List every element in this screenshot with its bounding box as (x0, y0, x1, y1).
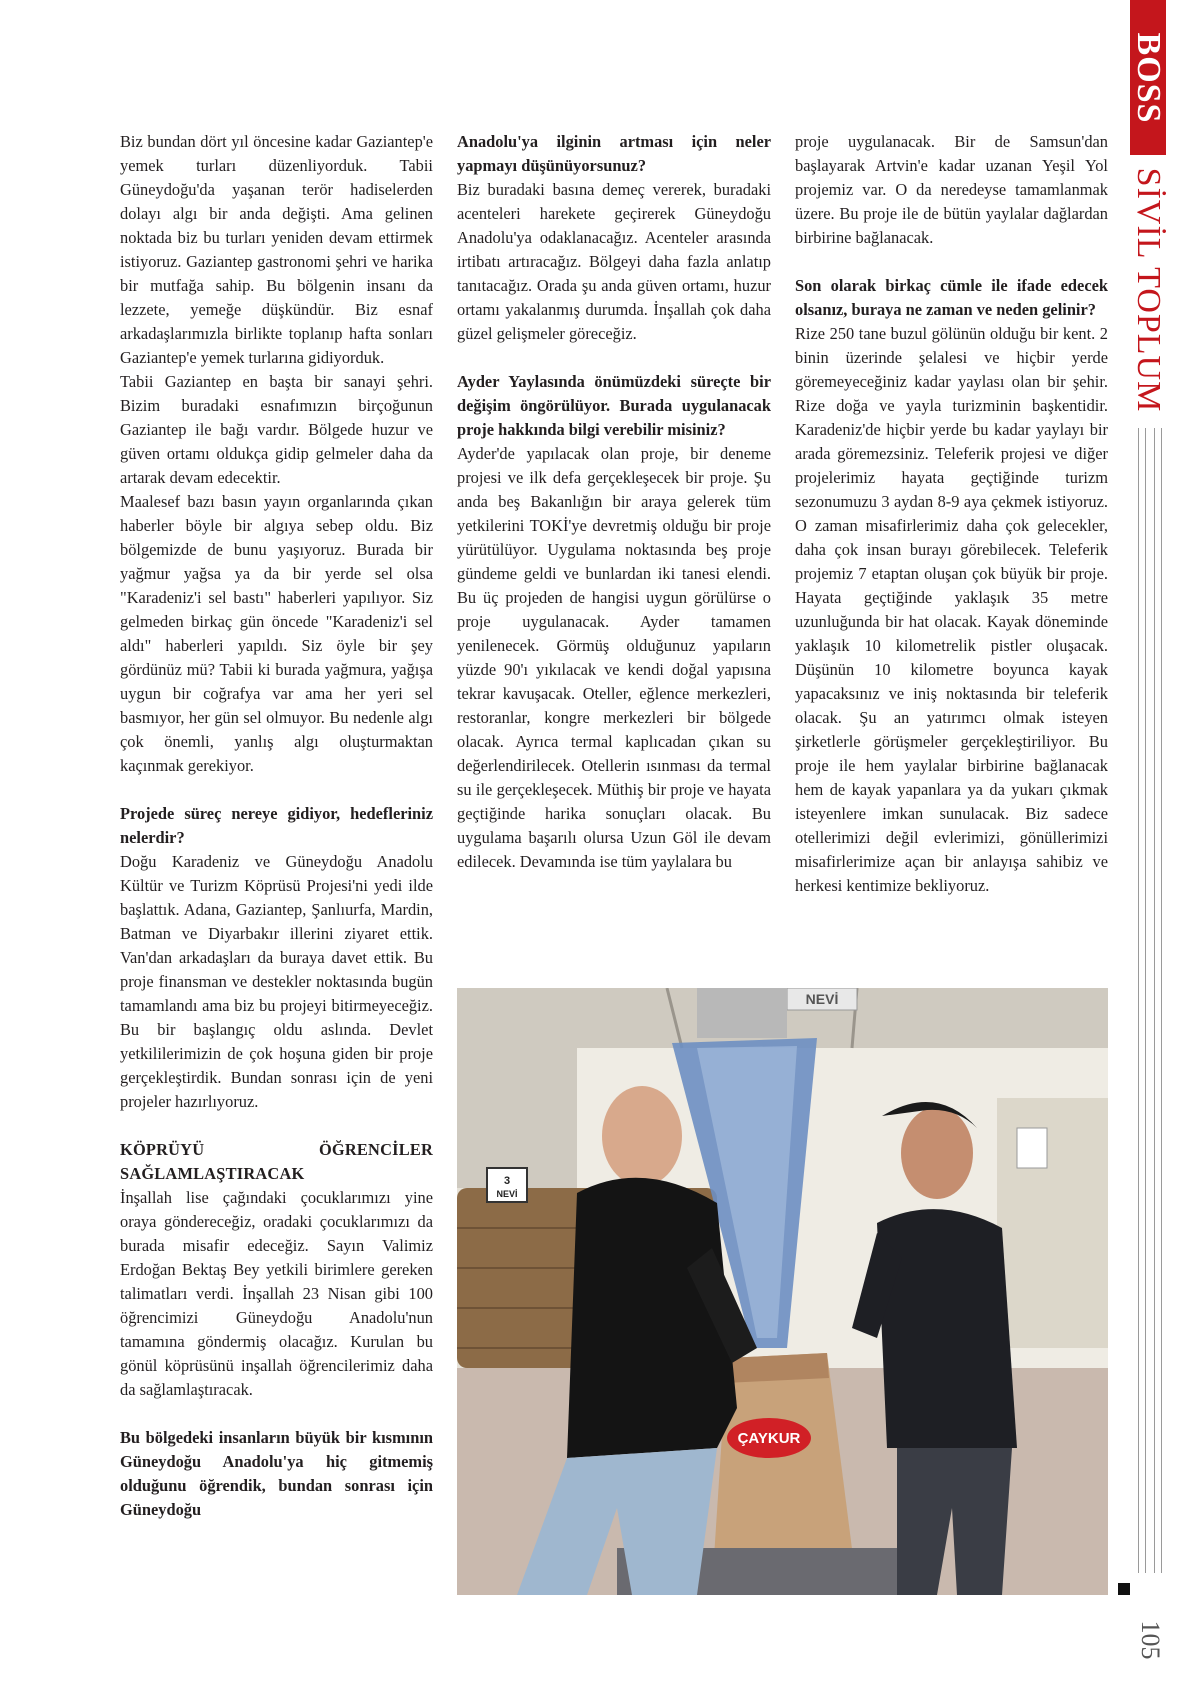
interview-question: Projede süreç nereye gidiyor, hedefleriniz nelerdir? (120, 804, 433, 847)
end-square-icon (1118, 1583, 1130, 1595)
magazine-logo: BOSS (1130, 32, 1167, 124)
interview-answer: Ayder'de yapılacak olan proje, bir deneme projesi ve ilk defa gerçekleşecek bir proje. Şu anda beş Bakanlığın bir araya gelerek tüm yetkilerini TOKİ'ye devretmiş olduğu bir proje yürütülüyor. Uygulama noktasında beş proje gündeme geldi ve bunlardan iki tanesi elendi. Bu üç projeden de hangisi uygun görülürse o proje uygulanacak. Ayder tamamen yenilenecek. Görmüş olduğunuz yapıların yüzde 90'ı yıkılacak ve kendi doğal yapısına tekrar kavuşacak. Oteller, eğlence merkezleri, restoranlar, kongre merkezleri bir bölgede olacak. Ayrıca termal kaplıcadan çıkan su değerlendirilecek. Otellerin ısınması da termal su ile gerçekleşecek. Müthiş bir proje ve hayata geçtiğinde harika sonuçları olacak. Bu uygulama başarılı olursa Uzun Göl ile devam edilecek. Devamında ise tüm yaylalara bu (457, 444, 771, 871)
subheading: KÖPRÜYÜ ÖĞRENCİLER SAĞLAMLAŞTIRACAK (120, 1140, 433, 1183)
page-number: 105 (1136, 1620, 1165, 1660)
interview-answer: Biz buradaki basına demeç vererek, buradaki acenteleri harekete geçirerek Güneydoğu Anadolu'ya odaklanacağız. Acenteler arasında irtibatı artıracağız. Bölgeyi daha fazla anlatıp tanıtacağız. Orada şu anda güven ortamı, huzur ortamı yakalanmış durumda. İnşallah çok daha güzel gelişmeler göreceğiz. (457, 180, 771, 343)
interview-question: Bu bölgedeki insanların büyük bir kısmının Güneydoğu Anadolu'ya hiç gitmemiş olduğunu öğrendik, bundan sonrası için Güneydoğu (120, 1428, 433, 1519)
interview-answer: Doğu Karadeniz ve Güneydoğu Anadolu Kültür ve Turizm Köprüsü Projesi'ni yedi ilde başlattık. Adana, Gaziantep, Şanlıurfa, Mardin, Batman ve Diyarbakır illerini ziyaret ettik. Van'dan arkadaşları da buraya davet ettik. Bu proje finansman ve destekler noktasında bugün tamamlandı ama biz bu projeyi bitirmeyeceğiz. Bu bir başlangıç oldu aslında. Devlet yetkililerimizin de çok hoşuna giden bir proje gerçekleştirdik. Bundan sonrası için de yeni projeler hazırlıyoruz. (120, 852, 433, 1111)
sack-brand: ÇAYKUR (737, 1430, 801, 1447)
sign-word: NEVİ (496, 1189, 518, 1199)
interview-question: Son olarak birkaç cümle ile ifade edecek olsanız, buraya ne zaman ve neden gelinir? (795, 276, 1108, 319)
paragraph: Tabii Gaziantep en başta bir sanayi şehri. Bizim buradaki esnafımızın birçoğunun Gaziantep ile bağı vardır. Bölgede huzur ve güven ortamı oldukça gidip gelmeler daha da artarak devam edecektir. (120, 372, 433, 487)
paragraph: Biz bundan dört yıl öncesine kadar Gaziantep'e yemek turları düzenliyorduk. Tabii Güneydoğu'da yaşanan terör hadiselerden dolayı algı bir anda değişti. Ama gelinen noktada biz bu turları yeniden devam ettirmek istiyoruz. Gaziantep gastronomi şehri ve harika bir mutfağa sahip. Bu bölgenin insanı da lezzete, yemeğe düşkündür. Biz esnaf arkadaşlarımızla birlikte toplanıp hafta sonları Gaziantep'e yemek turlarına gidiyorduk. (120, 132, 433, 367)
text-column-1 (120, 130, 433, 1522)
text-column-2 (457, 130, 771, 874)
interview-question: Anadolu'ya ilginin artması için neler yapmayı düşünüyorsunuz? (457, 132, 771, 175)
margin-rules (1138, 428, 1162, 1573)
section-title: SİVİL TOPLUM (1130, 167, 1167, 413)
paragraph: proje uygulanacak. Bir de Samsun'dan başlayarak Artvin'e kadar uzanan Yeşil Yol projemiz var. O da neredeyse tamamlanmak üzere. Bu proje ile de bütün yaylalar dağlardan birbirine bağlanacak. (795, 132, 1108, 247)
article-photo (457, 988, 1108, 1595)
paragraph: Maalesef bazı basın yayın organlarında çıkan haberler böyle bir algıya sebep oldu. Biz bölgemizde de bunu yaşıyoruz. Burada bir yağmur yağsa ya da bir yerde sel olsa "Karadeniz'i sel bastı" haberleri yapılıyor. Siz gelmeden birkaç gün öncede "Karadeniz'i sel aldı" haberleri yapıldı. Siz öyle bir şey gördünüz mü? Tabii ki burada yağmura, yağışa uygun bir coğrafya var ama her yeri sel basmıyor, her gün sel olmuyor. Bu nedenle algı çok önemli, yanlış algı oluşturmaktan kaçınmak gerekiyor. (120, 492, 433, 775)
interview-answer: Rize 250 tane buzul gölünün olduğu bir kent. 2 binin üzerinde şelalesi ve hiçbir yerde göremeyeceğiniz kadar yaylası olan bir şehir. Rize doğa ve yayla turizminin başkentidir. Karadeniz'de hiçbir yerde bu kadar yaylayı bir arada göremezsiniz. Teleferik projesi ve diğer projelerimiz hayata geçtiğinde turizm sezonumuzu 3 aydan 8-9 aya çekmek istiyoruz. O zaman misafirlerimiz daha çok gelecekler, daha çok insan burayı görebilecek. Teleferik projemiz 7 etaptan oluşan çok büyük bir proje. Hayata geçtiğinde yaklaşık 35 metre uzunluğunda bir hat olacak. Kayak döneminde yaklaşık 10 kilometrelik pistler oluşacak. Düşünün 10 kilometre boyunca kayak yapacaksınız ve iniş noktasında bir teleferik olacak. Şu an yatırımcı olmak isteyen şirketlerle görüşmeler gerçekleştiriliyor. Bu proje ile hem yaylalar birbirine bağlanacak hem de kayak yapanlara ya da yukarı çıkmak isteyenlere imkan sunulacak. Biz sadece otellerimizi değil evlerimizi, gönüllerimizi misafirlerimize açan bir anlayışa sahibiz ve herkesi kentimize bekliyoruz. (795, 324, 1108, 895)
text-column-3 (795, 130, 1108, 898)
hopper-sign: NEVİ (805, 991, 839, 1007)
interview-question: Ayder Yaylasında önümüzdeki süreçte bir değişim öngörülüyor. Burada uygulanacak proje hakkında bilgi verebilir misiniz? (457, 372, 771, 439)
interview-answer: İnşallah lise çağındaki çocuklarımızı yine oraya göndereceğiz, oradaki çocuklarımızı da burada misafir edeceğiz. Sayın Valimiz Erdoğan Bektaş Bey yetkili birimlere gereken talimatları verdi. İnşallah 23 Nisan gibi 100 öğrencimizi Güneydoğu Anadolu'nun tamamına göndermiş olacağız. Kurulan bu gönül köprüsünü inşallah öğrencilerimiz daha da sağlamlaştıracak. (120, 1188, 433, 1399)
sign-number: 3 (503, 1175, 511, 1187)
